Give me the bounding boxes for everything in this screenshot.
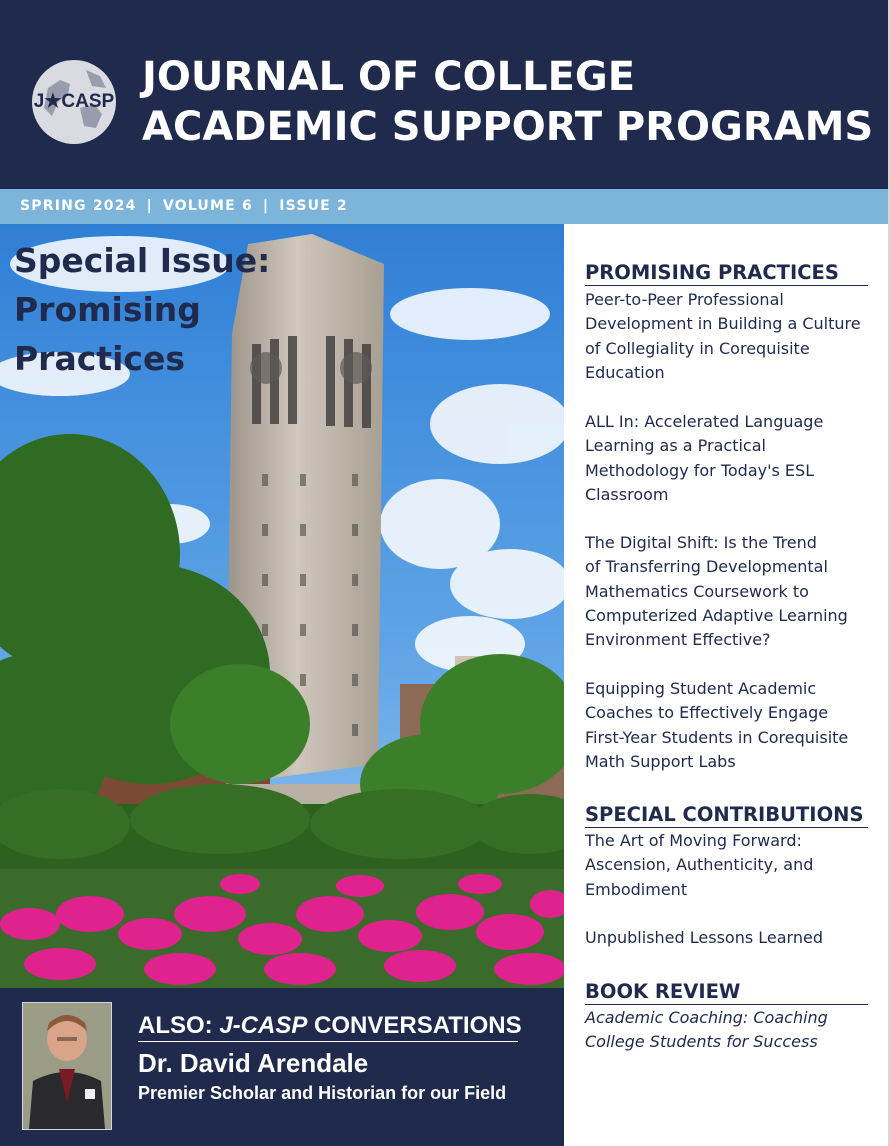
toc-line: Embodiment: [585, 879, 688, 899]
issue-number: ISSUE 2: [279, 198, 348, 214]
toc-line: Development in Building a Culture: [585, 314, 861, 334]
issue-separator: |: [262, 198, 270, 214]
toc-line: College Students for Success: [585, 1032, 818, 1052]
conversations-series: J-CASP: [219, 1012, 308, 1039]
conversations-divider: [138, 1041, 518, 1042]
toc-line: Equipping Student Academic: [585, 679, 817, 698]
toc-item[interactable]: [585, 926, 875, 950]
logo-text: J★CASP: [33, 91, 115, 112]
toc-item[interactable]: [585, 1006, 875, 1055]
special-issue-line1: Special Issue:: [14, 241, 271, 280]
toc-line: Coaches to Effectively Engage: [585, 703, 829, 723]
toc-line: of Transferring Developmental: [585, 557, 828, 577]
special-issue-line3: Practices: [14, 339, 185, 378]
masthead: [0, 0, 890, 189]
special-issue-heading: [14, 236, 294, 383]
table-of-contents: [564, 224, 890, 1146]
jcasp-logo: [30, 58, 118, 146]
toc-line: Computerized Adaptive Learning: [585, 605, 848, 625]
conversations-series-rest: CONVERSATIONS: [307, 1012, 522, 1039]
toc-line: Mathematics Coursework to: [585, 581, 809, 601]
toc-item[interactable]: [585, 829, 875, 902]
toc-line: Academic Coaching: Coaching: [585, 1008, 828, 1027]
conversations-title: [138, 1012, 522, 1040]
conversations-prefix: ALSO:: [138, 1012, 220, 1039]
toc-line: Education: [585, 362, 665, 382]
cover-photo: [0, 224, 564, 988]
toc-item[interactable]: [585, 677, 875, 774]
special-issue-line2: Promising: [14, 290, 201, 329]
toc-line: Unpublished Lessons Learned: [585, 928, 823, 947]
interviewee-subtitle: Premier Scholar and Historian for our Field: [138, 1083, 507, 1103]
toc-line: Math Support Labs: [585, 751, 736, 771]
issue-volume: VOLUME 6: [162, 198, 253, 214]
issue-separator: |: [146, 198, 153, 214]
conversations-panel: [0, 988, 564, 1146]
toc-line: Methodology for Today's ESL: [585, 460, 815, 480]
section-heading-promising: PROMISING PRACTICES: [585, 261, 868, 286]
toc-item[interactable]: [585, 288, 875, 385]
toc-line: Ascension, Authenticity, and: [585, 855, 814, 875]
toc-line: Classroom: [585, 484, 669, 504]
issue-band: [0, 189, 890, 224]
section-heading-book-review: BOOK REVIEW: [585, 980, 868, 1005]
toc-line: Peer-to-Peer Professional: [585, 290, 784, 309]
issue-season: SPRING 2024: [20, 198, 137, 214]
toc-line: Environment Effective?: [585, 630, 771, 650]
journal-title: [142, 52, 882, 152]
toc-item[interactable]: [585, 531, 875, 652]
toc-line: The Art of Moving Forward:: [585, 831, 802, 850]
toc-line: of Collegiality in Corequisite: [585, 338, 810, 358]
interviewee-name: Dr. David Arendale: [138, 1048, 369, 1078]
section-heading-special: SPECIAL CONTRIBUTIONS: [585, 803, 868, 828]
toc-line: First-Year Students in Corequisite: [585, 727, 849, 747]
journal-title-line1: JOURNAL OF COLLEGE: [142, 54, 636, 100]
author-portrait: [22, 1002, 112, 1130]
toc-line: The Digital Shift: Is the Trend: [585, 533, 817, 552]
toc-line: Learning as a Practical: [585, 436, 766, 456]
toc-item[interactable]: [585, 410, 875, 507]
journal-title-line2: ACADEMIC SUPPORT PROGRAMS: [142, 104, 874, 150]
toc-line: ALL In: Accelerated Language: [585, 412, 824, 431]
issue-info: [20, 198, 348, 214]
